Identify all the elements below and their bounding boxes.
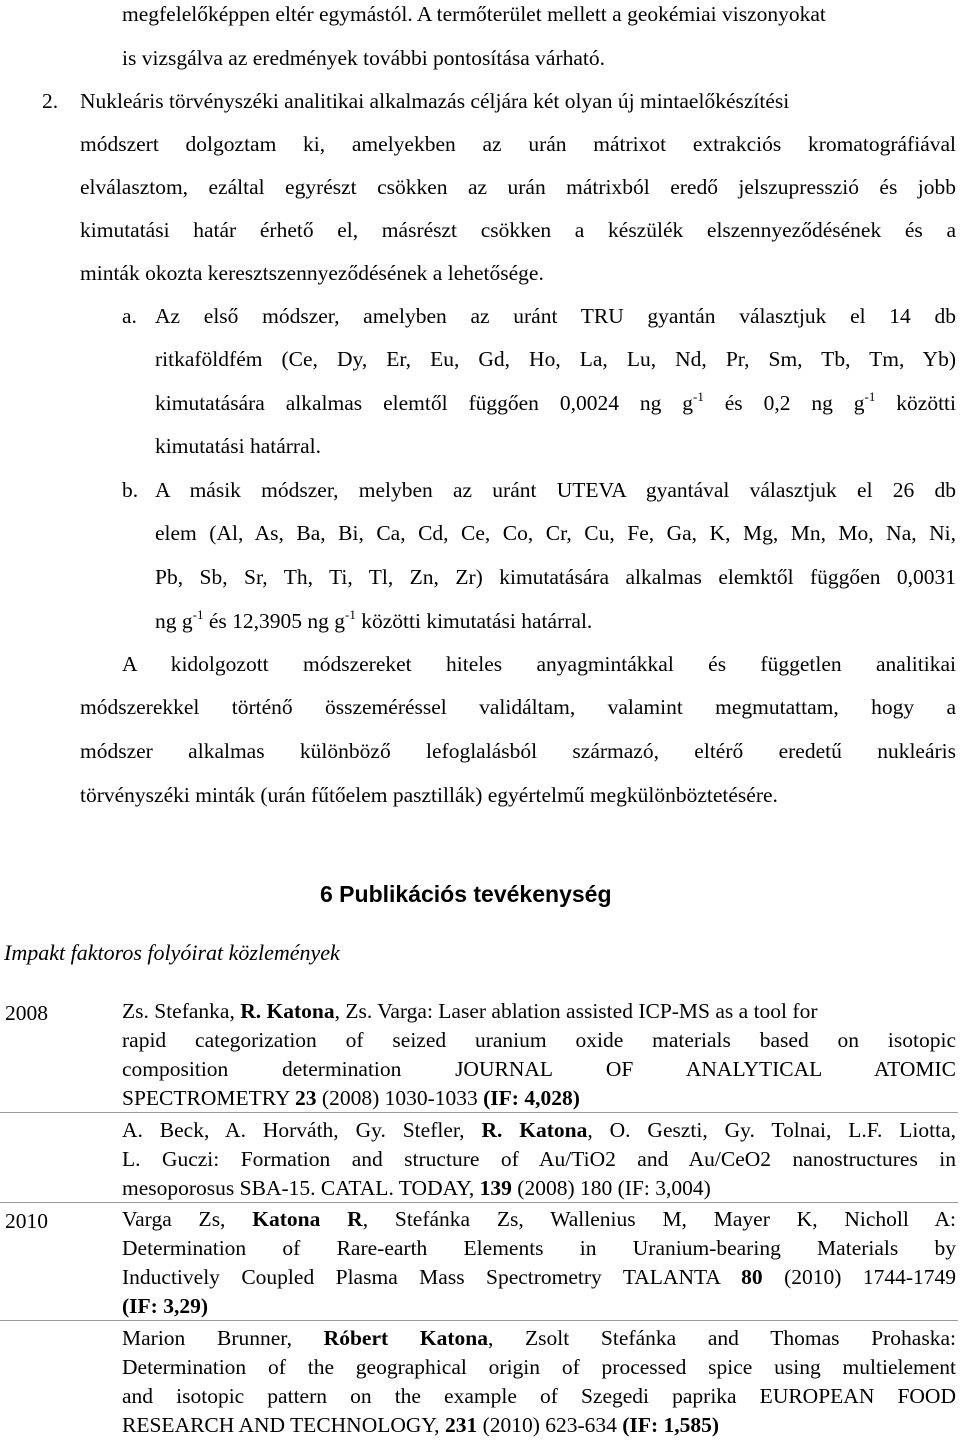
summary-line-3: módszer alkalmas különböző lefoglalásból származó, eltérő eredetű nukleáris <box>80 739 956 763</box>
subsection-title: Impakt faktoros folyóirat közlemények <box>4 940 340 965</box>
intro-line-1: megfelelőképpen eltér egymástól. A termőterület mellett a geokémiai viszonyokat <box>122 2 826 26</box>
item-b-line-4: ng $g^{-1}$ és 12,3905 ng $g^{-1}$ közötti kimutatási határral. <box>155 607 593 633</box>
summary-line-2: módszerekkel történő összeméréssel validáltam, valamint megmutattam, hogy a <box>80 695 956 719</box>
item-2-line-3: elválasztom, ezáltal egyrészt csökken az urán mátrixból eredő jelszupresszió és jobb <box>80 175 956 199</box>
publication-1-line-3: composition determination JOURNAL OF ANALYTICAL ATOMIC <box>122 1057 956 1081</box>
item-b-line-1: A másik módszer, melyben az uránt UTEVA gyantával választjuk el 26 db <box>155 478 956 502</box>
year-2010: 2010 <box>5 1209 48 1233</box>
publication-2 <box>122 1116 956 1203</box>
item-b-label: b. <box>122 478 139 502</box>
publication-1-line-1: Zs. Stefanka, R. Katona, Zs. Varga: Laser ablation assisted ICP-MS as a tool for <box>122 999 818 1023</box>
intro-line-2: is vizsgálva az eredmények további pontosítása várható. <box>122 46 605 70</box>
divider <box>0 1202 958 1203</box>
publication-1 <box>122 997 956 1113</box>
publication-1-line-4: SPECTROMETRY 23 (2008) 1030-1033 (IF: 4,028) <box>122 1086 580 1110</box>
superscript: -1 <box>345 607 356 622</box>
publication-4 <box>122 1324 956 1440</box>
superscript: -1 <box>864 389 876 404</box>
publication-4-line-3: and isotopic pattern on the example of Szegedi paprika EUROPEAN FOOD <box>122 1384 956 1408</box>
publication-1-line-2: rapid categorization of seized uranium oxide materials based on isotopic <box>122 1028 956 1052</box>
publication-3-line-2: Determination of Rare-earth Elements in Uranium-bearing Materials by <box>122 1236 956 1260</box>
publication-3 <box>122 1205 956 1321</box>
section-title: 6 Publikációs tevékenység <box>320 881 612 907</box>
item-a-line-4: kimutatási határral. <box>155 434 321 458</box>
publication-4-line-4: RESEARCH AND TECHNOLOGY, 231 (2010) 623-634 (IF: 1,585) <box>122 1413 720 1437</box>
item-2-line-2: módszert dolgoztam ki, amelyekben az urán mátrixot extrakciós kromatográfiával <box>80 132 956 156</box>
publication-3-line-4: (IF: 3,29) <box>122 1294 208 1318</box>
superscript: -1 <box>693 389 704 404</box>
item-2-line-4: kimutatási határ érhető el, másrészt csökken a készülék elszennyeződésének és a <box>80 218 956 242</box>
item-a-line-2: ritkaföldfém (Ce, Dy, Er, Eu, Gd, Ho, La, Lu, Nd, Pr, Sm, Tb, Tm, Yb) <box>155 347 956 371</box>
item-2-number: 2. <box>42 89 59 113</box>
publication-4-line-2: Determination of the geographical origin of processed spice using multielement <box>122 1355 956 1379</box>
publication-2-line-3: mesoporosus SBA-15. CATAL. TODAY, 139 (2008) 180 (IF: 3,004) <box>122 1176 711 1200</box>
item-2-line-1: Nukleáris törvényszéki analitikai alkalmazás céljára két olyan új mintaelőkészítési <box>80 89 790 113</box>
item-a-label: a. <box>122 304 137 328</box>
superscript: -1 <box>192 607 204 622</box>
year-2008: 2008 <box>5 1001 48 1025</box>
item-b-line-3: Pb, Sb, Sr, Th, Ti, Tl, Zn, Zr) kimutatására alkalmas elemktől függően 0,0031 <box>155 565 956 589</box>
publication-3-line-3: Inductively Coupled Plasma Mass Spectrometry TALANTA 80 (2010) 1744-1749 <box>122 1265 956 1289</box>
summary-line-1: A kidolgozott módszereket hiteles anyagmintákkal és független analitikai <box>122 652 956 676</box>
item-2-line-5: minták okozta keresztszennyeződésének a lehetősége. <box>80 261 544 285</box>
item-a-line-3: kimutatására alkalmas elemtől függően 0,0024 ng $g^{-1}$ és 0,2 ng $g^{-1}$ közötti <box>155 389 956 415</box>
item-a-line-1: Az első módszer, amelyben az uránt TRU gyantán választjuk el 14 db <box>155 304 956 328</box>
summary-line-4: törvényszéki minták (urán fűtőelem pasztillák) egyértelmű megkülönböztetésére. <box>80 783 778 807</box>
publication-3-line-1: Varga Zs, Katona R, Stefánka Zs, Wallenius M, Mayer K, Nicholl A: <box>122 1207 956 1231</box>
divider <box>0 1112 958 1113</box>
publication-2-line-1: A. Beck, A. Horváth, Gy. Stefler, R. Katona, O. Geszti, Gy. Tolnai, L.F. Liotta, <box>122 1118 956 1142</box>
publication-2-line-2: L. Guczi: Formation and structure of Au/TiO2 and Au/CeO2 nanostructures in <box>122 1147 956 1171</box>
publication-4-line-1: Marion Brunner, Róbert Katona, Zsolt Stefánka and Thomas Prohaska: <box>122 1326 956 1350</box>
divider <box>0 1320 958 1321</box>
item-b-line-2: elem (Al, As, Ba, Bi, Ca, Cd, Ce, Co, Cr, Cu, Fe, Ga, K, Mg, Mn, Mo, Na, Ni, <box>155 521 956 545</box>
